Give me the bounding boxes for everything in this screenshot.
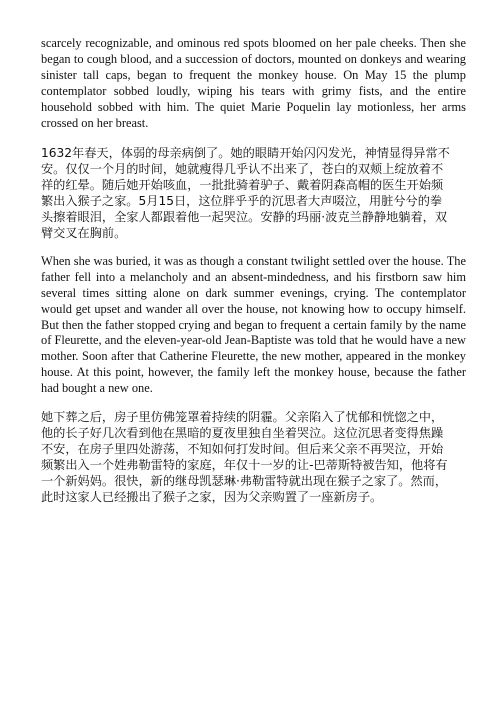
paragraph-chinese-2: 她下葬之后，房子里仿佛笼罩着持续的阴霾。父亲陷入了忧郁和恍惚之中， 他的长子好几次看到他在黑暗的夏夜里独自坐着哭泣。这位沉思者变得焦躁 不安，在房子里四处游荡，不知如何打发时间。但后来父亲不再哭泣，开始 频繁出入一个姓弗勒雷特的家庭，年仅十一岁的让-巴蒂斯特被告知，他将有 一个新妈妈。很快，新的继母凯瑟琳·弗勒雷特就出现在猴子之家了。然而， 此时这家人已经搬出了猴子之家，因为父亲购置了一座新房子。 — [41, 410, 448, 504]
document-page — [41, 36, 466, 505]
paragraph-english-1: scarcely recognizable, and ominous red spots bloomed on her pale cheeks. Then she began to cough blood, and a succession of doctors, mounted on donkeys and wearing sinister tall caps, began to frequent the monkey house. On May 15 the plump contemplator sobbed loudly, wiping his tears with grimy fists, and the entire household sobbed with him. The quiet Marie Poquelin lay motionless, her arms crossed on her breast. — [41, 36, 466, 130]
paragraph-chinese-1: 1632年春天，体弱的母亲病倒了。她的眼睛开始闪闪发光，神情显得异常不 安。仅仅一个月的时间，她就瘦得几乎认不出来了，苍白的双颊上绽放着不 祥的红晕。随后她开始咳血，一批批骑着驴子、戴着阴森高帽的医生开始频 繁出入猴子之家。5月15日，这位胖乎乎的沉思者大声啜泣，用脏兮兮的拳 头擦着眼泪，全家人都跟着他一起哭泣。安静的玛丽·波克兰静静地躺着，双 臂交叉在胸前。 — [41, 146, 450, 240]
paragraph-english-2: When she was buried, it was as though a constant twilight settled over the house. The father fell into a melancholy and an absent-mindedness, and his firstborn saw him several times sitting alone on dark summer evenings, crying. The contemplator would get upset and wander all over the house, not knowing how to occupy himself. But then the father stopped crying and began to frequent a certain family by the name of Fleurette, and the eleven-year-old Jean-Baptiste was told that he would have a new mother. Soon after that Catherine Fleurette, the new mother, appeared in the monkey house. At this point, however, the family left the monkey house, because the father had bought a new one. — [41, 253, 466, 396]
